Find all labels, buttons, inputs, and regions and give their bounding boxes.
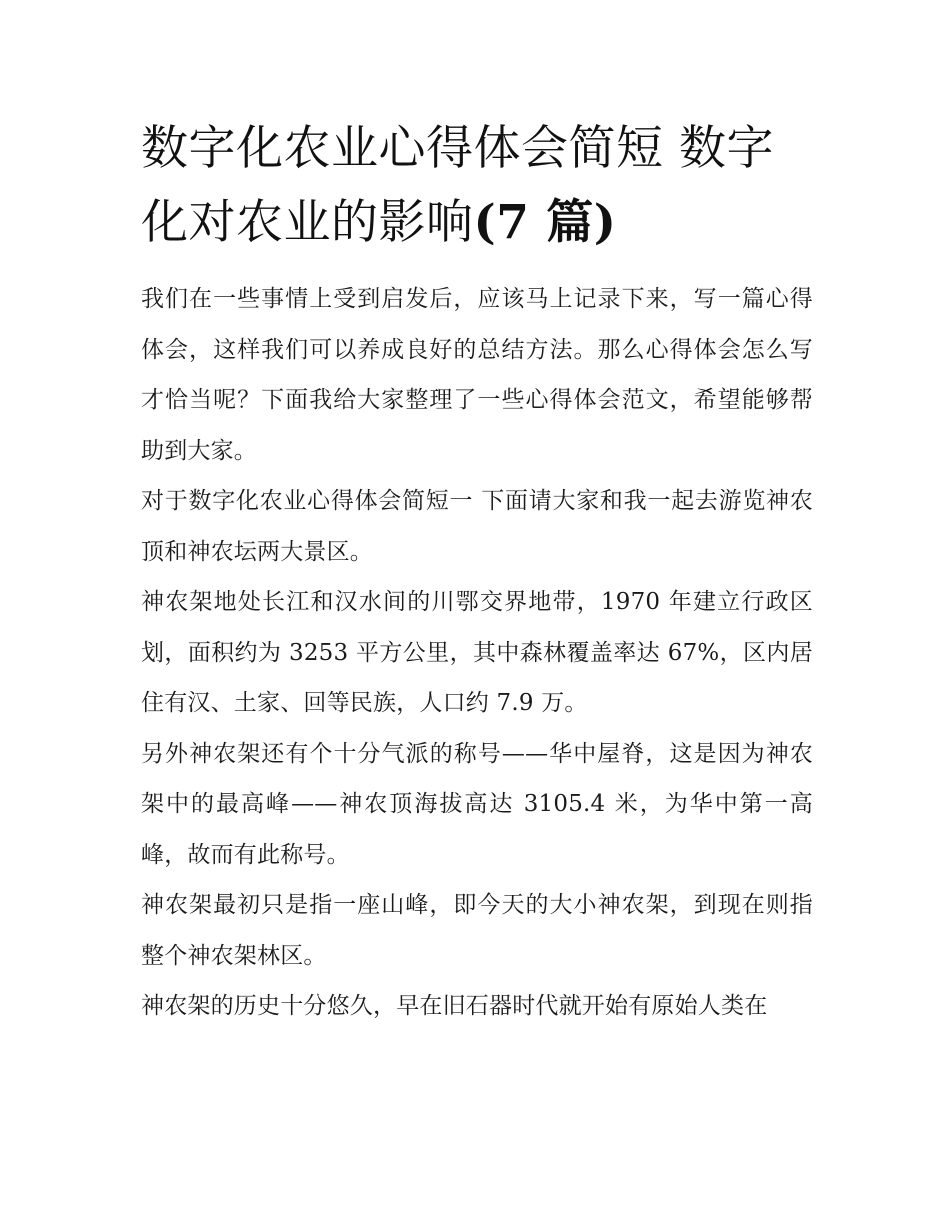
- paragraph-shennongjia-location: 神农架地处长江和汉水间的川鄂交界地带，1970 年建立行政区划，面积约为 3253 平方公里，其中森林覆盖率达 67%，区内居住有汉、土家、回等民族，人口约 7.9 万。: [141, 589, 813, 716]
- paragraph-name-origin: 神农架最初只是指一座山峰，即今天的大小神农架，到现在则指整个神农架林区。: [141, 892, 813, 969]
- paragraph-intro: 我们在一些事情上受到启发后，应该马上记录下来，写一篇心得体会，这样我们可以养成良好的总结方法。那么心得体会怎么写才恰当呢？下面我给大家整理了一些心得体会范文，希望能够帮助到大家。: [141, 286, 813, 464]
- title-tail: (7 篇): [473, 195, 617, 250]
- paragraph-history: 神农架的历史十分悠久，早在旧石器时代就开始有原始人类在: [141, 993, 768, 1019]
- title-main: 数字化农业心得体会简短 数字化对农业的影响: [141, 121, 774, 250]
- document-title: [141, 112, 813, 260]
- paragraph-essay-one-start: 对于数字化农业心得体会简短一 下面请大家和我一起去游览神农顶和神农坛两大景区。: [141, 488, 813, 565]
- document-page: [141, 112, 813, 1032]
- document-body: [141, 274, 813, 1032]
- paragraph-roof-of-central-china: 另外神农架还有个十分气派的称号——华中屋脊，这是因为神农架中的最高峰——神农顶海拔高达 3105.4 米，为华中第一高峰，故而有此称号。: [141, 740, 813, 868]
